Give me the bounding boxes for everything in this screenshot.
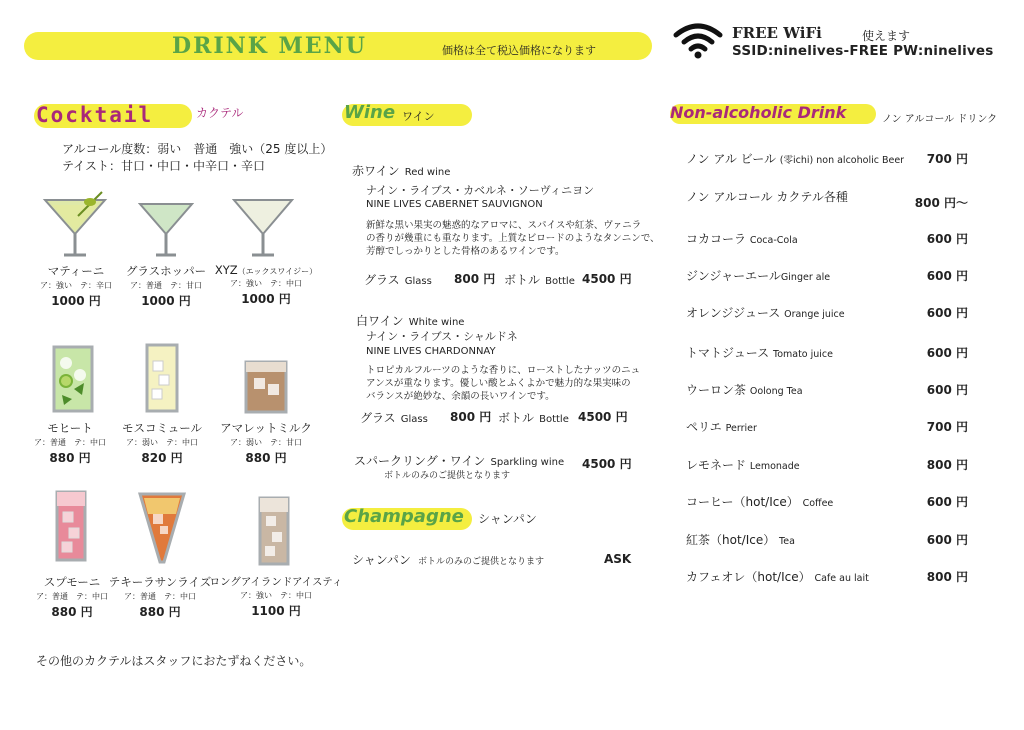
champagne-item-price: ASK bbox=[604, 552, 632, 566]
white-wine-bottle-price: 4500 円 bbox=[578, 410, 628, 424]
drink-row: カフェオレ（hot/Ice） Cafe au lait 800 円 bbox=[686, 570, 968, 584]
wifi-title: FREE WiFi bbox=[732, 24, 822, 42]
drink-row: コカコーラ Coca-Cola 600 円 bbox=[686, 232, 968, 246]
cocktail-item: アマレットミルク ア：弱い テ：甘口 880 円 bbox=[220, 421, 312, 465]
wifi-credentials: SSID:ninelives-FREE PW:ninelives bbox=[732, 43, 994, 59]
red-wine-name-ja: ナイン・ライブス・カベルネ・ソーヴィニヨン bbox=[366, 184, 595, 197]
non-alcoholic-heading-ja: ノン アルコール ドリンク bbox=[882, 114, 998, 125]
non-alcoholic-heading: Non-alcoholic Drink bbox=[670, 103, 847, 122]
tax-note: 価格は全て税込価格になります bbox=[442, 44, 596, 57]
cocktail-item: モスコミュール ア：弱い テ：中口 820 円 bbox=[121, 421, 203, 465]
wifi-available: 使えます bbox=[862, 29, 911, 43]
drink-row: ノン アル ビール (零ichi) non alcoholic Beer 700 円 bbox=[686, 152, 968, 166]
spumoni-glass-icon bbox=[55, 490, 87, 562]
abv-legend: アルコール度数：弱い 普通 強い（25 度以上） bbox=[62, 142, 333, 156]
drink-row: オレンジジュース Orange juice 600 円 bbox=[686, 306, 968, 320]
drink-row: ウーロン茶 Oolong Tea 600 円 bbox=[686, 383, 968, 397]
white-wine-description: トロピカルフルーツのような香りに、ローストしたナッツのニュ アンスが重なります。優しい酸とふくよかで魅力的な果実味の バランスが絶妙な、余韻の長いワインです。 bbox=[366, 365, 641, 402]
red-wine-name-en: NINE LIVES CABERNET SAUVIGNON bbox=[366, 199, 543, 210]
drink-row: ジンジャーエールGinger ale 600 円 bbox=[686, 269, 968, 283]
cocktail-item: スプモーニ ア：普通 テ：中口 880 円 bbox=[36, 575, 108, 619]
drink-row: ペリエ Perrier 700 円 bbox=[686, 420, 968, 434]
champagne-heading: Champagne bbox=[344, 506, 464, 527]
page-title: DRINK MENU bbox=[172, 33, 367, 59]
red-wine-glass-price: グラス Glass bbox=[364, 273, 432, 287]
drink-row: ノン アルコール カクテル各種 800 円〜 bbox=[686, 190, 968, 210]
cocktail-heading-ja: カクテル bbox=[196, 106, 244, 120]
cocktail-item: モヒート ア：普通 テ：中口 880 円 bbox=[34, 421, 106, 465]
taste-legend: テイスト：甘口・中口・中辛口・辛口 bbox=[62, 159, 266, 173]
drink-row: コーヒー（hot/Ice） Coffee 600 円 bbox=[686, 495, 968, 509]
white-wine-glass-label: グラス Glass bbox=[360, 411, 428, 425]
white-wine-label: 白ワイン White wine bbox=[356, 314, 465, 328]
white-wine-bottle-label: ボトル Bottle bbox=[498, 411, 569, 425]
mojito-glass-icon bbox=[52, 345, 94, 413]
martini-glass-icon bbox=[42, 188, 108, 258]
tequila-sunrise-glass-icon bbox=[138, 492, 186, 566]
champagne-item-note: ボトルのみのご提供となります bbox=[418, 557, 545, 567]
cocktail-footer-note: その他のカクテルはスタッフにおたずねください。 bbox=[36, 654, 312, 668]
red-wine-description: 新鮮な黒い果実の魅惑的なアロマに、スパイスや紅茶、ヴァニラ の香りが幾重にも重なります。上質なビロードのようなタンニンで、 芳醇でしっかりとした骨格のあるワインです。 bbox=[366, 220, 660, 257]
moscow-mule-glass-icon bbox=[145, 343, 179, 413]
wine-heading-ja: ワイン bbox=[402, 110, 435, 123]
white-wine-name-ja: ナイン・ライブス・シャルドネ bbox=[366, 330, 518, 343]
drink-row: レモネード Lemonade 800 円 bbox=[686, 458, 968, 472]
cocktail-item: XYZ（エックスワイジー） ア：強い テ：中口 1000 円 bbox=[214, 263, 318, 306]
white-wine-glass-price: 800 円 bbox=[450, 410, 492, 424]
drink-row: 紅茶（hot/Ice） Tea 600 円 bbox=[686, 533, 968, 547]
cocktail-heading: Cocktail bbox=[36, 103, 154, 127]
grasshopper-glass-icon bbox=[138, 196, 194, 258]
wifi-icon bbox=[672, 20, 724, 60]
red-wine-glass-price-value: 800 円 bbox=[454, 272, 496, 286]
sparkling-wine-label: スパークリング・ワイン Sparkling wine bbox=[354, 454, 565, 468]
sparkling-wine-note: ボトルのみのご提供となります bbox=[384, 471, 511, 481]
red-wine-bottle-price: 4500 円 bbox=[582, 272, 632, 286]
sparkling-wine-price: 4500 円 bbox=[582, 457, 632, 471]
champagne-heading-ja: シャンパン bbox=[478, 512, 537, 526]
xyz-glass-icon bbox=[232, 192, 294, 258]
red-wine-label: 赤ワイン Red wine bbox=[352, 164, 451, 178]
white-wine-name-en: NINE LIVES CHARDONNAY bbox=[366, 346, 496, 357]
long-island-iced-tea-glass-icon bbox=[258, 496, 290, 566]
cocktail-item: テキーラサンライズ ア：普通 テ：中口 880 円 bbox=[108, 575, 212, 619]
red-wine-bottle-label: ボトル Bottle bbox=[504, 273, 575, 287]
amaretto-milk-glass-icon bbox=[244, 360, 288, 414]
wine-heading: Wine bbox=[344, 102, 396, 123]
champagne-item-name: シャンパン bbox=[352, 553, 411, 567]
drink-row: トマトジュース Tomato juice 600 円 bbox=[686, 346, 968, 360]
cocktail-item: マティーニ ア：強い テ：辛口 1000 円 bbox=[40, 264, 112, 308]
cocktail-item: グラスホッパー ア：普通 テ：甘口 1000 円 bbox=[125, 264, 207, 308]
cocktail-item: ロングアイランドアイスティ ア：強い テ：中口 1100 円 bbox=[209, 576, 343, 618]
